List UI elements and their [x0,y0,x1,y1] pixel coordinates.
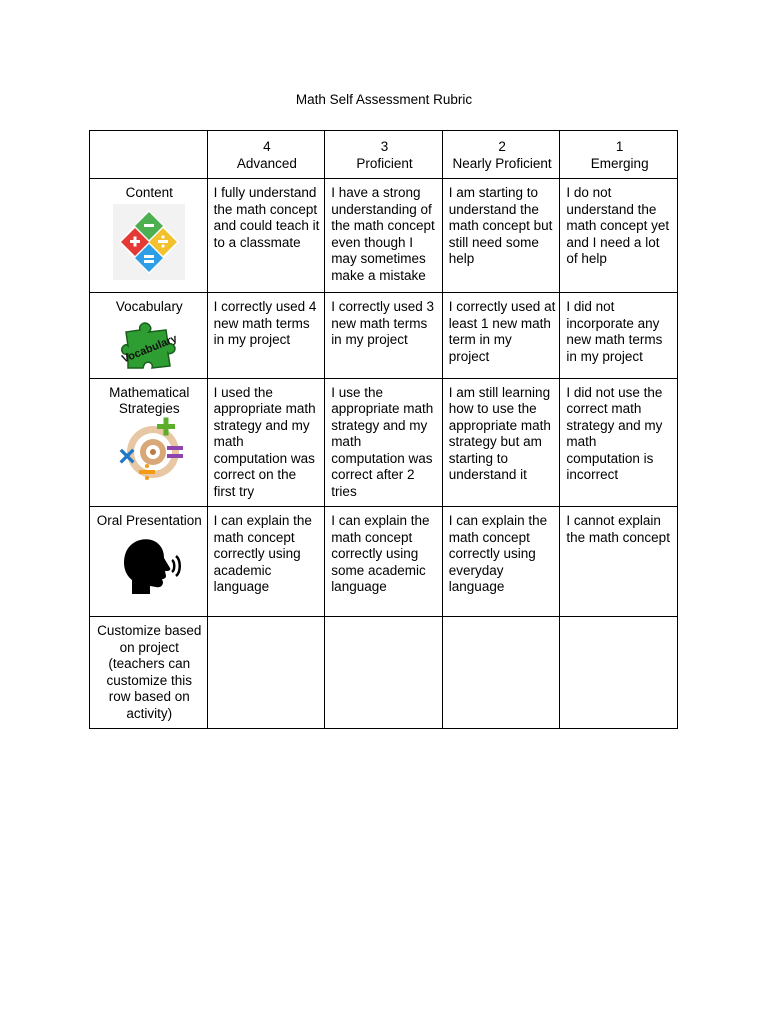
level-label: Advanced [236,155,297,171]
category-cell-customize [90,617,208,729]
rubric-cell: I do not understand the math concept yet and I need a lot of help [560,179,678,293]
category-cell-vocabulary [90,293,208,379]
category-cell-strategies [90,378,208,507]
rubric-cell: I can explain the math concept correctly using everyday language [442,507,560,617]
header-level-3 [325,131,443,179]
table-header-row [90,131,678,179]
document-title: Math Self Assessment Rubric [295,92,473,107]
table-row [90,293,678,379]
rubric-cell: I cannot explain the math concept [560,507,678,617]
vocabulary-icon-text: Vocabulary [120,332,180,366]
rubric-cell: I did not incorporate any new math terms in my project [560,293,678,379]
table-row [90,507,678,617]
table-row [90,378,678,507]
header-level-4 [207,131,325,179]
rubric-cell [560,617,678,729]
header-empty-cell [90,131,208,179]
category-label: Customize based on project (teachers can customize this row based on activity) [97,623,202,721]
speaking-head-icon [114,532,184,596]
rubric-cell: I use the appropriate math strategy and my math computation was correct after 2 tries [325,378,443,507]
rubric-cell: I have a strong understanding of the math concept even though I may sometimes make a mistake [325,179,443,293]
category-cell-content [90,179,208,293]
vocabulary-puzzle-piece-icon [116,318,182,372]
category-cell-oral-presentation [90,507,208,617]
level-score: 4 [263,139,271,154]
rubric-cell: I fully understand the math concept and could teach it to a classmate [207,179,325,293]
level-score: 2 [498,139,506,154]
category-label: Content [125,185,173,200]
category-label: Mathematical Strategies [109,384,190,416]
rubric-cell: I am still learning how to use the appropriate math strategy but am starting to understand it [442,378,560,507]
level-label: Emerging [590,155,649,171]
category-label: Oral Presentation [96,513,202,528]
rubric-cell: I did not use the correct math strategy and my math computation is incorrect [560,378,678,507]
header-level-2 [442,131,560,179]
rubric-cell: I am starting to understand the math concept but still need some help [442,179,560,293]
rubric-cell: I can explain the math concept correctly using academic language [207,507,325,617]
svg-text:×: × [118,439,137,473]
rubric-cell: I correctly used at least 1 new math term in my project [442,293,560,379]
rubric-cell: I used the appropriate math strategy and my math computation was correct on the first try [207,378,325,507]
rubric-cell: I correctly used 4 new math terms in my project [207,293,325,379]
rubric-table [89,130,678,729]
level-score: 3 [380,139,389,154]
rubric-cell: I can explain the math concept correctly using some academic language [325,507,443,617]
rubric-cell [325,617,443,729]
category-label: Vocabulary [115,299,183,314]
math-symbols-swirl-icon [109,414,189,482]
table-row [90,617,678,729]
header-level-1 [560,131,678,179]
level-label: Nearly Proficient [452,155,552,171]
table-row [90,179,678,293]
level-label: Proficient [356,155,413,171]
rubric-cell: I correctly used 3 new math terms in my project [325,293,443,379]
rubric-cell [442,617,560,729]
math-operations-diamond-icon [113,204,185,280]
level-score: 1 [615,139,624,154]
rubric-cell [207,617,325,729]
